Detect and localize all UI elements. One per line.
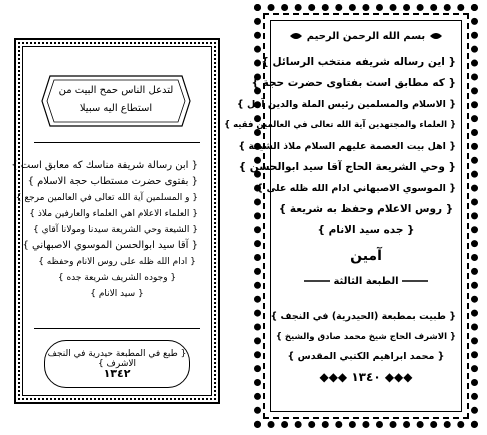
right-body-line: { الموسوي الاصبهاني ادام الله ظله على } bbox=[256, 183, 456, 194]
imprint-text: { طبع في المطبعة حيدرية في النجف الاشرف } bbox=[47, 349, 187, 369]
amin-text: آمين bbox=[350, 248, 382, 264]
left-title-page bbox=[11, 38, 220, 404]
ornament-icon bbox=[429, 31, 443, 41]
cartouche-frame-icon bbox=[40, 72, 192, 130]
left-body-line: { ادام الله ظله على روس الانام وحفظه } bbox=[38, 257, 196, 267]
imprint-box bbox=[44, 340, 190, 388]
top-cartouche bbox=[40, 72, 192, 130]
imprint-year: ١٣٤٢ bbox=[103, 367, 131, 380]
right-body-line: { اين رساله شريفه منتخب الرسائل } bbox=[261, 56, 456, 68]
publisher-line: { الاشرف الحاج شيخ محمد صادق والشيخ } bbox=[275, 332, 456, 342]
publisher-line: { طبيت بمطبعة (الحيدرية) في النجف } bbox=[270, 311, 456, 322]
right-body-line: { وحي الشريعة الحاج آقا سيد ابوالحسن } bbox=[238, 161, 456, 173]
spacer bbox=[276, 293, 456, 307]
right-title-page bbox=[224, 4, 478, 428]
left-body-line: { الشيعة وحي الشريعة سيدنا ومولانا آقاي } bbox=[33, 225, 198, 235]
cartouche-line-2: استطاع اليه سبيلا bbox=[79, 103, 153, 114]
dash-ornament-icon bbox=[304, 278, 330, 284]
dash-ornament-icon bbox=[402, 278, 428, 284]
edition-label bbox=[276, 271, 456, 293]
divider-line bbox=[34, 328, 200, 329]
ornament-icon bbox=[289, 31, 303, 41]
right-body-text bbox=[224, 22, 456, 387]
left-body-line: { ابن رسالة شريفة مناسك كه معابق است } bbox=[11, 160, 198, 171]
publisher-line: { محمد ابراهيم الكتبي المقدس } bbox=[287, 351, 445, 362]
edition-text: الطبعة الثالثة bbox=[333, 276, 399, 287]
left-body-line: { العلماء الاعلام اهي العلماء والعارفين ملاذ } bbox=[29, 209, 198, 219]
right-body-line: { اهل بيت العصمة عليهم السلام ملاذ الشيعة } bbox=[238, 141, 456, 152]
left-body-line: { سيد الانام } bbox=[90, 289, 144, 299]
basmala-text: بسم الله الرحمن الرحيم bbox=[306, 31, 426, 42]
basmala-header bbox=[276, 22, 456, 52]
left-body-line: { وجوده الشريف شريعة جده } bbox=[57, 273, 177, 283]
right-body-line: { كه مطابق است بفتاوى حضرت حجة } bbox=[251, 77, 456, 89]
left-body-line: { آقا سيد ابوالحسن الموسوي الاصبهاني } bbox=[22, 240, 198, 251]
year-text: ١٣٤٠ bbox=[351, 370, 381, 384]
year-line: ◆◆◆ ١٣٤٠ ◆◆◆ bbox=[319, 370, 413, 384]
left-body-line: { و المسلمين آية الله تعالى في العالمين مرجع } bbox=[15, 193, 198, 203]
right-body-line: { روس الاعلام وحفظ به شريعة } bbox=[278, 203, 454, 215]
divider-line bbox=[34, 142, 200, 143]
right-body-line: { الاسلام والمسلمين رئيس الملة والدين آمل } bbox=[236, 99, 456, 110]
left-body-line: { بفتوى حضرت مستطاب حجة الاسلام } bbox=[27, 176, 198, 187]
left-body-text bbox=[11, 158, 198, 302]
right-body-line: { جده سيد الانام } bbox=[317, 224, 415, 236]
right-body-line: { العلماء والمجتهدين آية الله تعالى في العالمين فقيه } bbox=[224, 120, 456, 130]
cartouche-line-1: لتدعل الناس حمح البيت من bbox=[58, 85, 174, 96]
